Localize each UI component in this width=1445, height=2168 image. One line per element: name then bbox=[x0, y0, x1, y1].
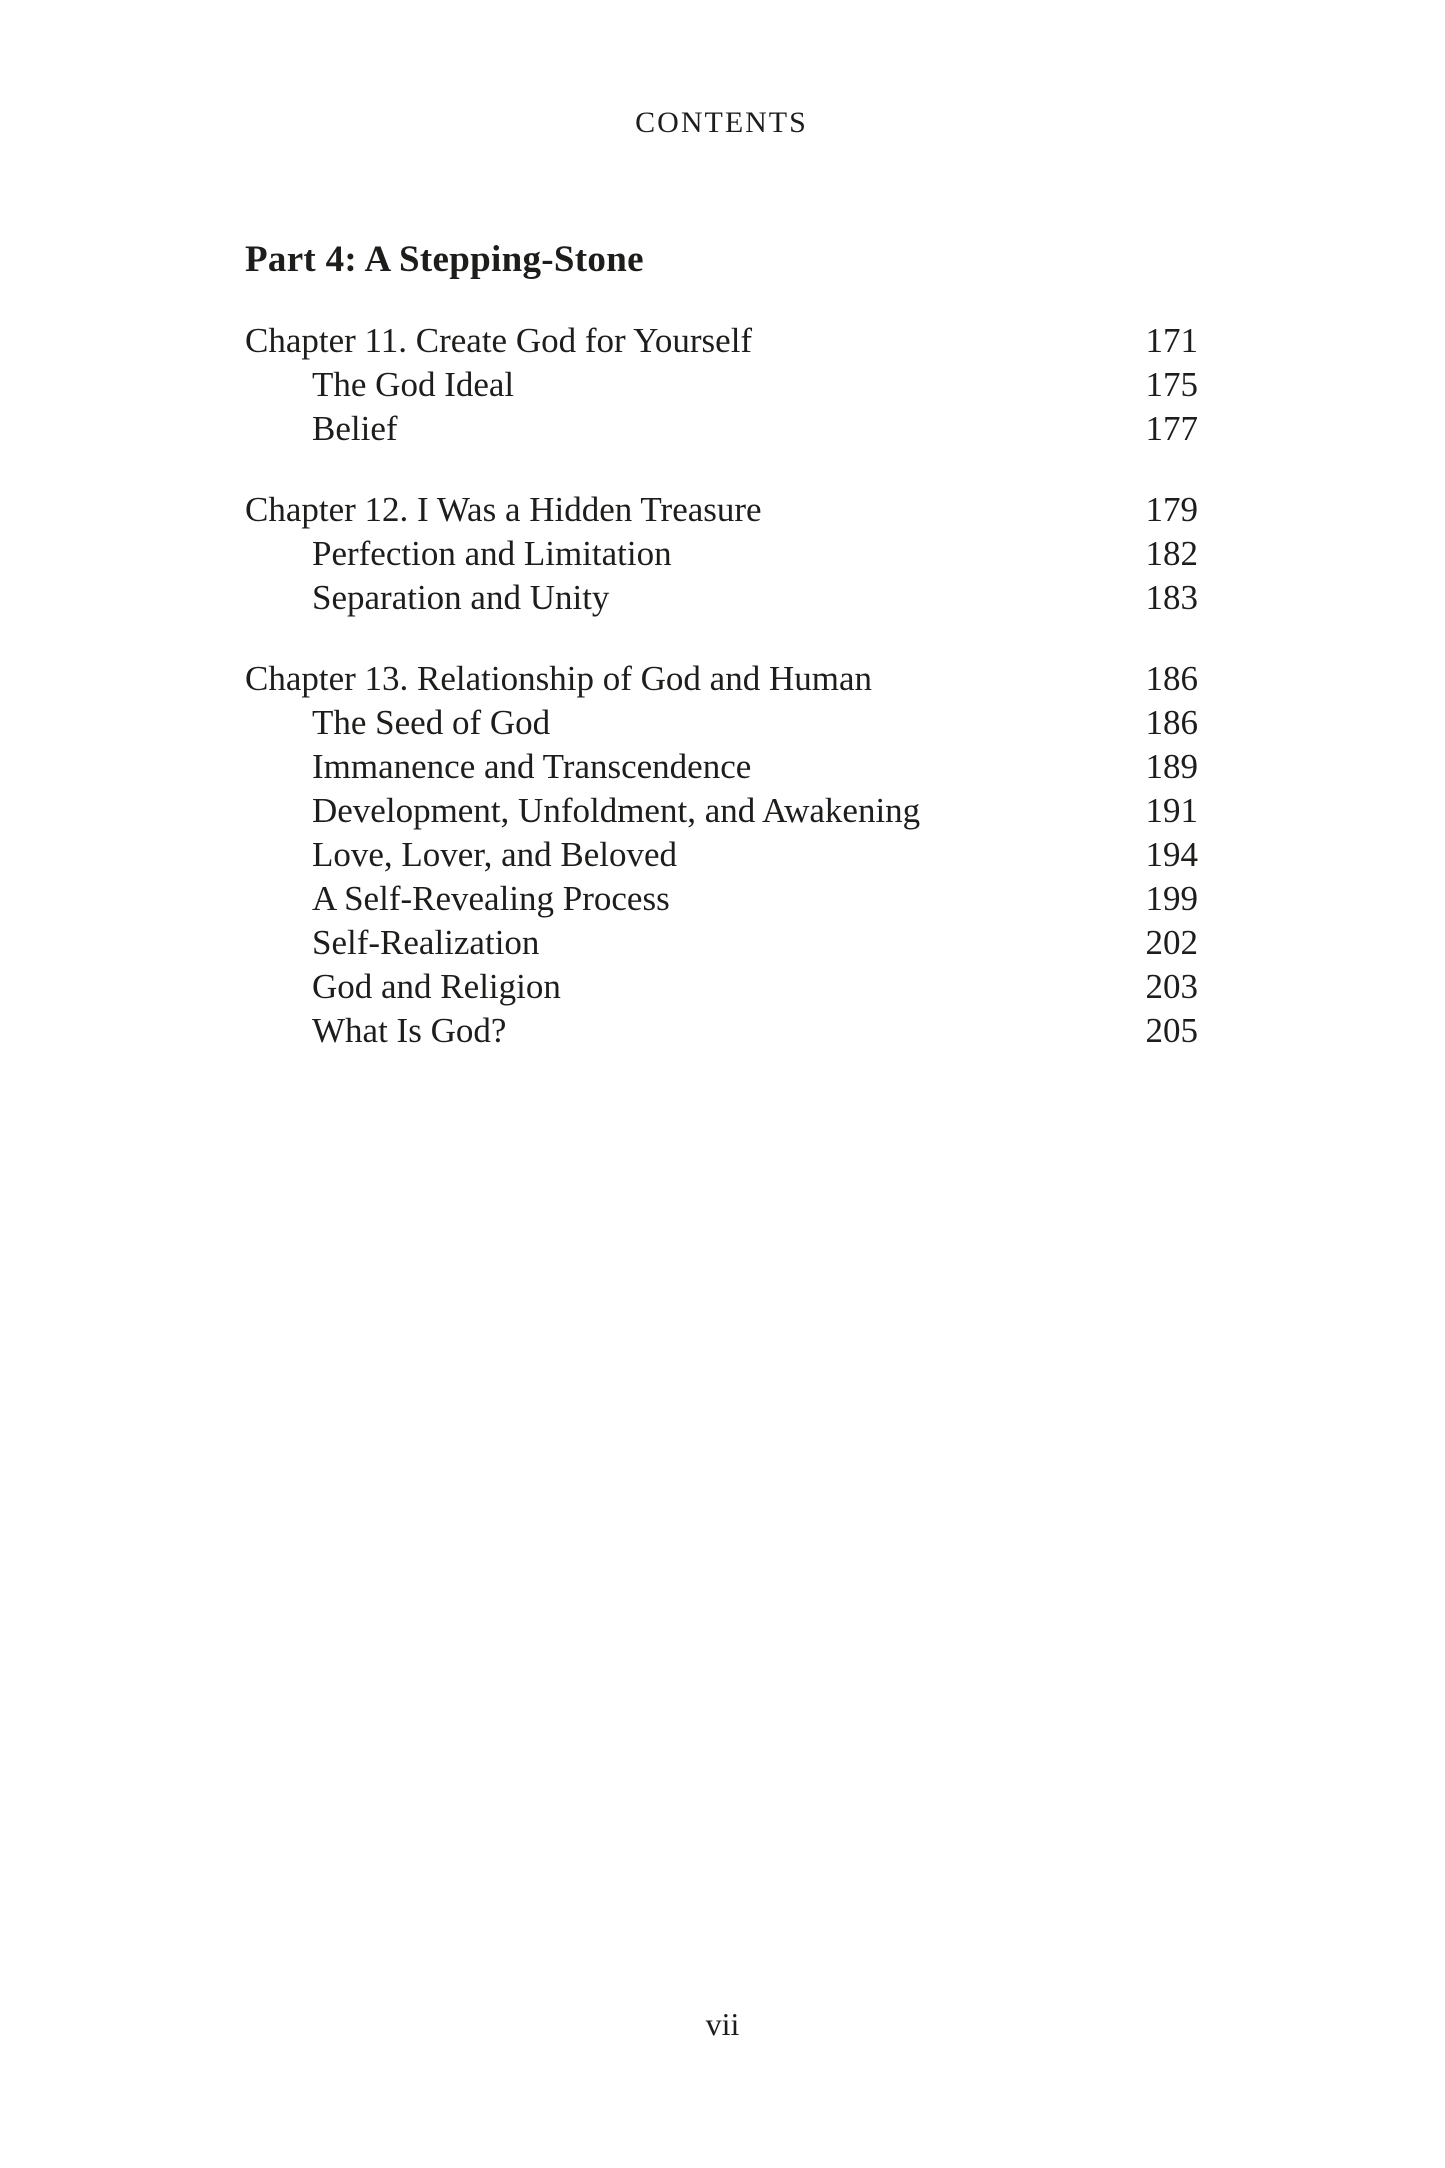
toc-section-row bbox=[245, 833, 1198, 877]
toc-section-row bbox=[245, 789, 1198, 833]
chapter-page-number: 171 bbox=[1145, 321, 1198, 360]
toc-section-row bbox=[245, 1009, 1198, 1053]
section-page-number: 186 bbox=[1145, 703, 1198, 742]
section-title: The Seed of God bbox=[312, 703, 551, 742]
section-page-number: 194 bbox=[1145, 835, 1198, 874]
section-page-number: 199 bbox=[1145, 879, 1198, 918]
chapter-title: Chapter 12. I Was a Hidden Treasure bbox=[245, 490, 762, 529]
contents-header: CONTENTS bbox=[635, 106, 808, 139]
section-page-number: 182 bbox=[1145, 534, 1198, 573]
toc-content bbox=[245, 0, 1198, 1053]
toc-sections bbox=[245, 701, 1198, 1053]
section-title: The God Ideal bbox=[312, 365, 515, 404]
toc-section-row bbox=[245, 877, 1198, 921]
section-page-number: 175 bbox=[1145, 365, 1198, 404]
section-page-number: 177 bbox=[1145, 409, 1198, 448]
toc-section-row bbox=[245, 576, 1198, 620]
section-page-number: 203 bbox=[1145, 967, 1198, 1006]
toc-sections bbox=[245, 363, 1198, 451]
section-page-number: 191 bbox=[1145, 791, 1198, 830]
section-page-number: 183 bbox=[1145, 578, 1198, 617]
chapter-page-number: 186 bbox=[1145, 659, 1198, 698]
chapter-page-number: 179 bbox=[1145, 490, 1198, 529]
section-page-number: 189 bbox=[1145, 747, 1198, 786]
folio-page-number: vii bbox=[705, 2006, 740, 2042]
toc-chapter-row bbox=[245, 488, 1198, 532]
section-title: A Self-Revealing Process bbox=[312, 879, 670, 918]
section-title: Separation and Unity bbox=[312, 578, 610, 617]
toc-chapter-row bbox=[245, 319, 1198, 363]
toc-list bbox=[245, 319, 1198, 1053]
toc-chapter-row bbox=[245, 657, 1198, 701]
toc-section-row bbox=[245, 363, 1198, 407]
toc-section-row bbox=[245, 532, 1198, 576]
toc-chapter-block bbox=[245, 488, 1198, 620]
toc-section-row bbox=[245, 965, 1198, 1009]
section-title: Love, Lover, and Beloved bbox=[312, 835, 678, 874]
toc-section-row bbox=[245, 407, 1198, 451]
section-page-number: 202 bbox=[1145, 923, 1198, 962]
section-title: Belief bbox=[312, 409, 398, 448]
section-page-number: 205 bbox=[1145, 1011, 1198, 1050]
toc-chapter-block bbox=[245, 319, 1198, 451]
section-title: Development, Unfoldment, and Awakening bbox=[312, 791, 921, 830]
chapter-title: Chapter 13. Relationship of God and Human bbox=[245, 659, 872, 698]
section-title: Immanence and Transcendence bbox=[312, 747, 752, 786]
toc-sections bbox=[245, 532, 1198, 620]
chapter-title: Chapter 11. Create God for Yourself bbox=[245, 321, 753, 360]
section-title: What Is God? bbox=[312, 1011, 507, 1050]
section-title: Self-Realization bbox=[312, 923, 540, 962]
section-title: Perfection and Limitation bbox=[312, 534, 672, 573]
toc-section-row bbox=[245, 745, 1198, 789]
toc-section-row bbox=[245, 921, 1198, 965]
section-title: God and Religion bbox=[312, 967, 561, 1006]
part-heading: Part 4: A Stepping-Stone bbox=[245, 239, 644, 280]
toc-chapter-block bbox=[245, 657, 1198, 1053]
toc-section-row bbox=[245, 701, 1198, 745]
